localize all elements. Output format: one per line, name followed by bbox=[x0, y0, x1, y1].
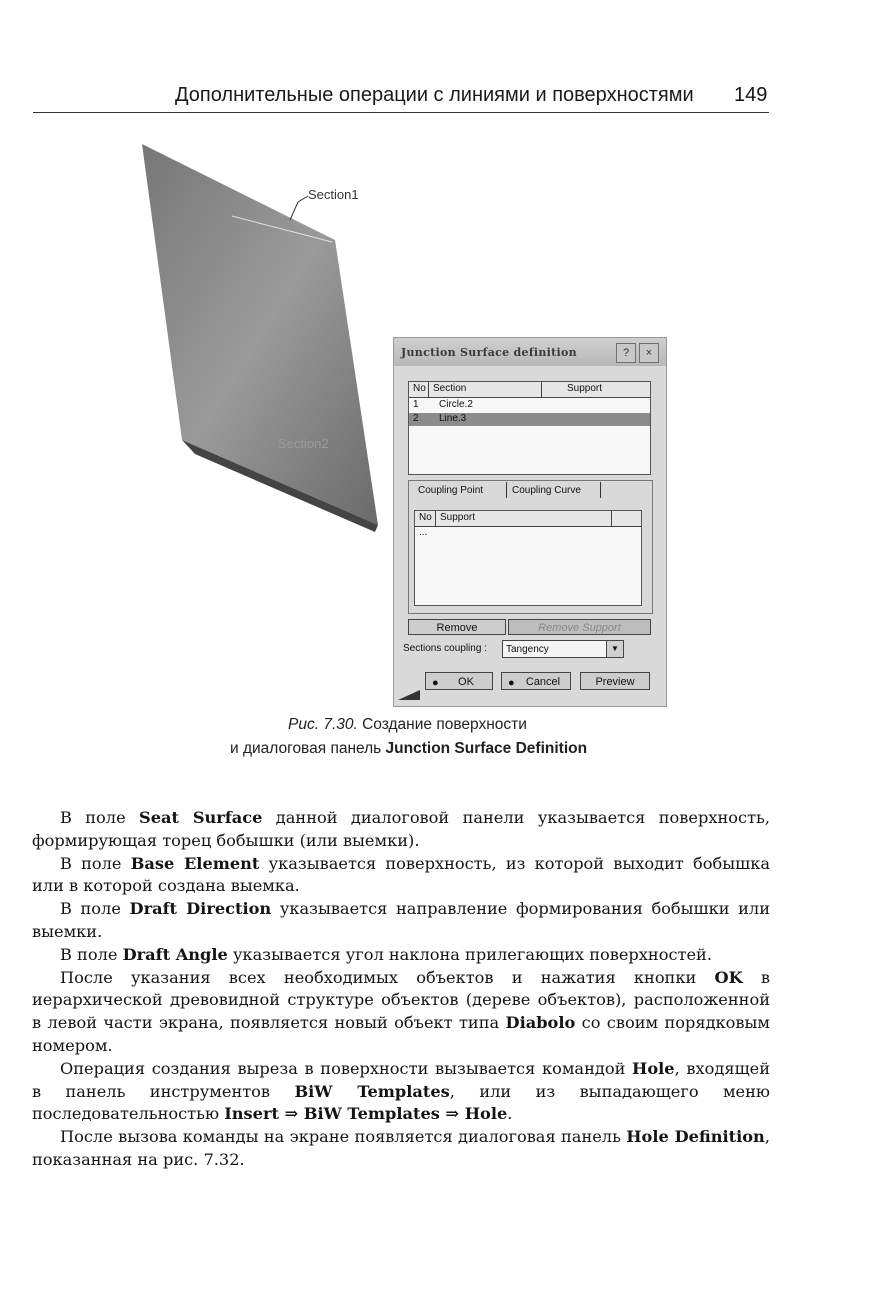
section-row-selected[interactable] bbox=[409, 413, 650, 426]
chevron-down-icon[interactable]: ▼ bbox=[606, 641, 623, 657]
paragraph: Операция создания выреза в поверхности вызывается командой Hole, входящей в панель инструментов BiW Templates, или из выпадающего меню последовательностью Insert ⇒ BiW Templates ⇒ Hole. bbox=[32, 1058, 771, 1124]
figure-caption-line1: Рис. 7.30. Создание поверхности bbox=[288, 716, 527, 733]
col-support: Support bbox=[567, 383, 603, 394]
ok-button[interactable]: ● OK bbox=[425, 672, 493, 690]
figure-7-30 bbox=[120, 130, 680, 710]
col-no: No bbox=[419, 512, 432, 523]
paragraph: После вызова команды на экране появляется диалоговая панель Hole Definition, показанная на рис. 7.32. bbox=[32, 1127, 770, 1169]
paragraph: В поле Seat Surface данной диалоговой панели указывается поверхность, формирующая торец бобышки (или выемки). bbox=[32, 808, 770, 850]
sections-coupling-value: Tangency bbox=[506, 644, 549, 655]
remove-button[interactable]: Remove bbox=[408, 619, 506, 635]
paragraph: После указания всех необходимых объектов и нажатия кнопки OK в иерархической древовидной структуре объектов (дереве объектов), расположенной в левой части экрана, появляется новый объект типа Diabolo со своим порядковым номером. bbox=[32, 967, 770, 1055]
section2-label: Section2 bbox=[278, 436, 329, 451]
remove-support-button[interactable]: Remove Support bbox=[508, 619, 651, 635]
row-no: 1 bbox=[413, 399, 419, 410]
section-list[interactable] bbox=[408, 381, 651, 475]
sections-coupling-select[interactable] bbox=[502, 640, 624, 658]
section1-label: Section1 bbox=[308, 187, 359, 202]
ok-icon: ● bbox=[432, 677, 439, 689]
header-rule bbox=[33, 112, 769, 113]
col-support: Support bbox=[440, 512, 476, 523]
dialog-title: Junction Surface definition bbox=[401, 346, 577, 359]
col-no: No bbox=[413, 383, 426, 394]
help-button[interactable]: ? bbox=[616, 343, 636, 363]
row-section: Circle.2 bbox=[439, 399, 473, 410]
support-row[interactable]: ... bbox=[419, 527, 428, 538]
paragraph: В поле Draft Direction указывается направление формирования бобышки или выемки. bbox=[32, 899, 770, 941]
sections-coupling-label: Sections coupling : bbox=[403, 643, 487, 654]
cancel-icon: ● bbox=[508, 677, 515, 689]
row-section: Line.3 bbox=[439, 413, 467, 424]
section-row[interactable] bbox=[409, 399, 650, 412]
tab-coupling-point[interactable]: Coupling Point bbox=[418, 485, 484, 496]
paragraph: В поле Base Element указывается поверхность, из которой выходит бобышка или в которой создана выемка. bbox=[32, 853, 770, 896]
junction-surface-dialog bbox=[393, 337, 667, 707]
close-button[interactable]: × bbox=[639, 343, 659, 363]
tab-coupling-curve[interactable]: Coupling Curve bbox=[512, 485, 581, 496]
col-section: Section bbox=[433, 383, 467, 394]
row-no: 2 bbox=[413, 413, 419, 424]
page-number: 149 bbox=[734, 84, 768, 106]
preview-button[interactable]: Preview bbox=[580, 672, 650, 690]
support-list-header bbox=[415, 511, 641, 527]
figure-caption-line2: и диалоговая панель Junction Surface Definition bbox=[230, 740, 588, 757]
body-text bbox=[32, 807, 770, 1172]
running-header: Дополнительные операции с линиями и поверхностями bbox=[175, 84, 694, 106]
paragraph: В поле Draft Angle указывается угол наклона прилегающих поверхностей. bbox=[60, 944, 712, 964]
section-list-header bbox=[409, 382, 650, 398]
dialog-titlebar[interactable] bbox=[394, 338, 666, 366]
cancel-button[interactable]: ● Cancel bbox=[501, 672, 571, 690]
support-list[interactable] bbox=[414, 510, 642, 606]
resize-grip-icon bbox=[398, 690, 420, 700]
